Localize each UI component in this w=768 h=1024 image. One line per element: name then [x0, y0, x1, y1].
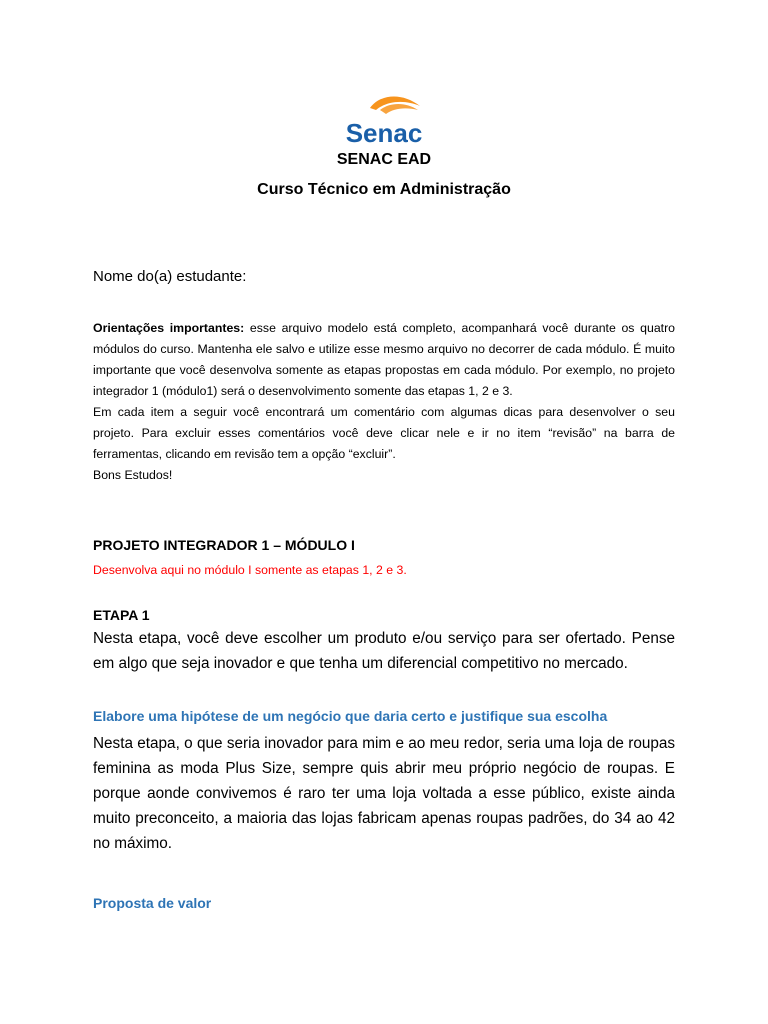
logo-wordmark: Senac: [345, 118, 423, 148]
orientations-block: [93, 318, 675, 486]
value-proposition-heading: Proposta de valor: [93, 895, 212, 911]
orientations-text-1: esse arquivo modelo está completo, acompanhará você durante os quatro módulos do curso. Mantenha ele salvo e utilize esse mesmo arquivo no decorrer de cada módulo. É muito importante que você desenvolva somente as etapas propostas em cada módulo. Por exemplo, no projeto integrador 1 (módulo1) será o desenvolvimento somente das etapas 1, 2 e 3.: [93, 321, 676, 398]
senac-logo: [340, 94, 428, 150]
orientations-paragraph-1: [93, 318, 675, 402]
hypothesis-answer: Nesta etapa, o que seria inovador para mim e ao meu redor, seria uma loja de roupas feminina as moda Plus Size, sempre quis abrir meu próprio negócio de roupas. E porque aonde convivemos é raro ter uma loja voltada a esse público, existe ainda muito preconceito, a maioria das lojas fabricam apenas roupas padrões, do 34 ao 42 no máximo.: [93, 735, 675, 852]
project-title: PROJETO INTEGRADOR 1 – MÓDULO I: [93, 537, 355, 553]
student-name-label: Nome do(a) estudante:: [93, 268, 247, 285]
orientations-closing: Bons Estudos!: [93, 468, 173, 482]
project-note: Desenvolva aqui no módulo I somente as etapas 1, 2 e 3.: [93, 563, 407, 577]
orientations-paragraph-2: Em cada item a seguir você encontrará um comentário com algumas dicas para desenvolver o seu projeto. Para excluir esses comentários você deve clicar nele e ir no item “revisão” na barra de ferramentas, clicando em revisão tem a opção “excluir”.: [93, 405, 675, 461]
etapa-1-text: Nesta etapa, você deve escolher um produto e/ou serviço para ser ofertado. Pense em algo que seja inovador e que tenha um diferencial competitivo no mercado.: [93, 630, 675, 672]
course-title: Curso Técnico em Administração: [257, 181, 511, 198]
hypothesis-heading: Elabore uma hipótese de um negócio que daria certo e justifique sua escolha: [93, 708, 608, 724]
etapa-1-title: ETAPA 1: [93, 607, 150, 623]
institution-title: SENAC EAD: [336, 151, 432, 168]
orientations-lead: Orientações importantes:: [93, 321, 245, 335]
